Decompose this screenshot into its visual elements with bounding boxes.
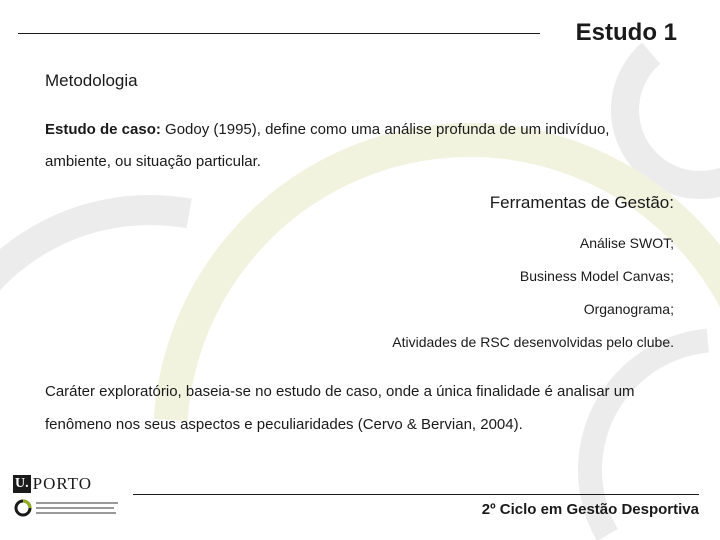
tools-list [392,227,674,359]
faculty-mark-icon [13,498,33,518]
tool-item: Organograma; [583,301,674,317]
case-study-text: Godoy (1995), define como uma análise profunda de um indivíduo, ambiente, ou situação particular. [45,121,610,170]
case-study-paragraph [45,114,677,178]
footer-text: 2º Ciclo em Gestão Desportiva [481,501,699,518]
logo-fine-print [36,499,120,517]
logo-porto-text: PORTO [32,474,93,493]
tools-heading: Ferramentas de Gestão: [489,193,674,212]
footer-rule [133,494,699,495]
title-rule [18,33,540,34]
slide-title: Estudo 1 [575,19,677,46]
case-study-label: Estudo de caso: [45,121,161,138]
section-heading: Metodologia [45,71,138,90]
tool-item: Atividades de RSC desenvolvidas pelo clube. [392,334,674,350]
logo-u-mark: U. [15,476,29,491]
tool-item: Business Model Canvas; [519,268,674,284]
tool-item: Análise SWOT; [579,235,674,251]
exploratory-paragraph: Caráter exploratório, baseia-se no estudo de caso, onde a única finalidade é analisar um fenômeno nos seus aspectos e peculiaridades (Cervo & Bervian, 2004). [45,383,635,433]
university-porto-logo [13,474,123,524]
